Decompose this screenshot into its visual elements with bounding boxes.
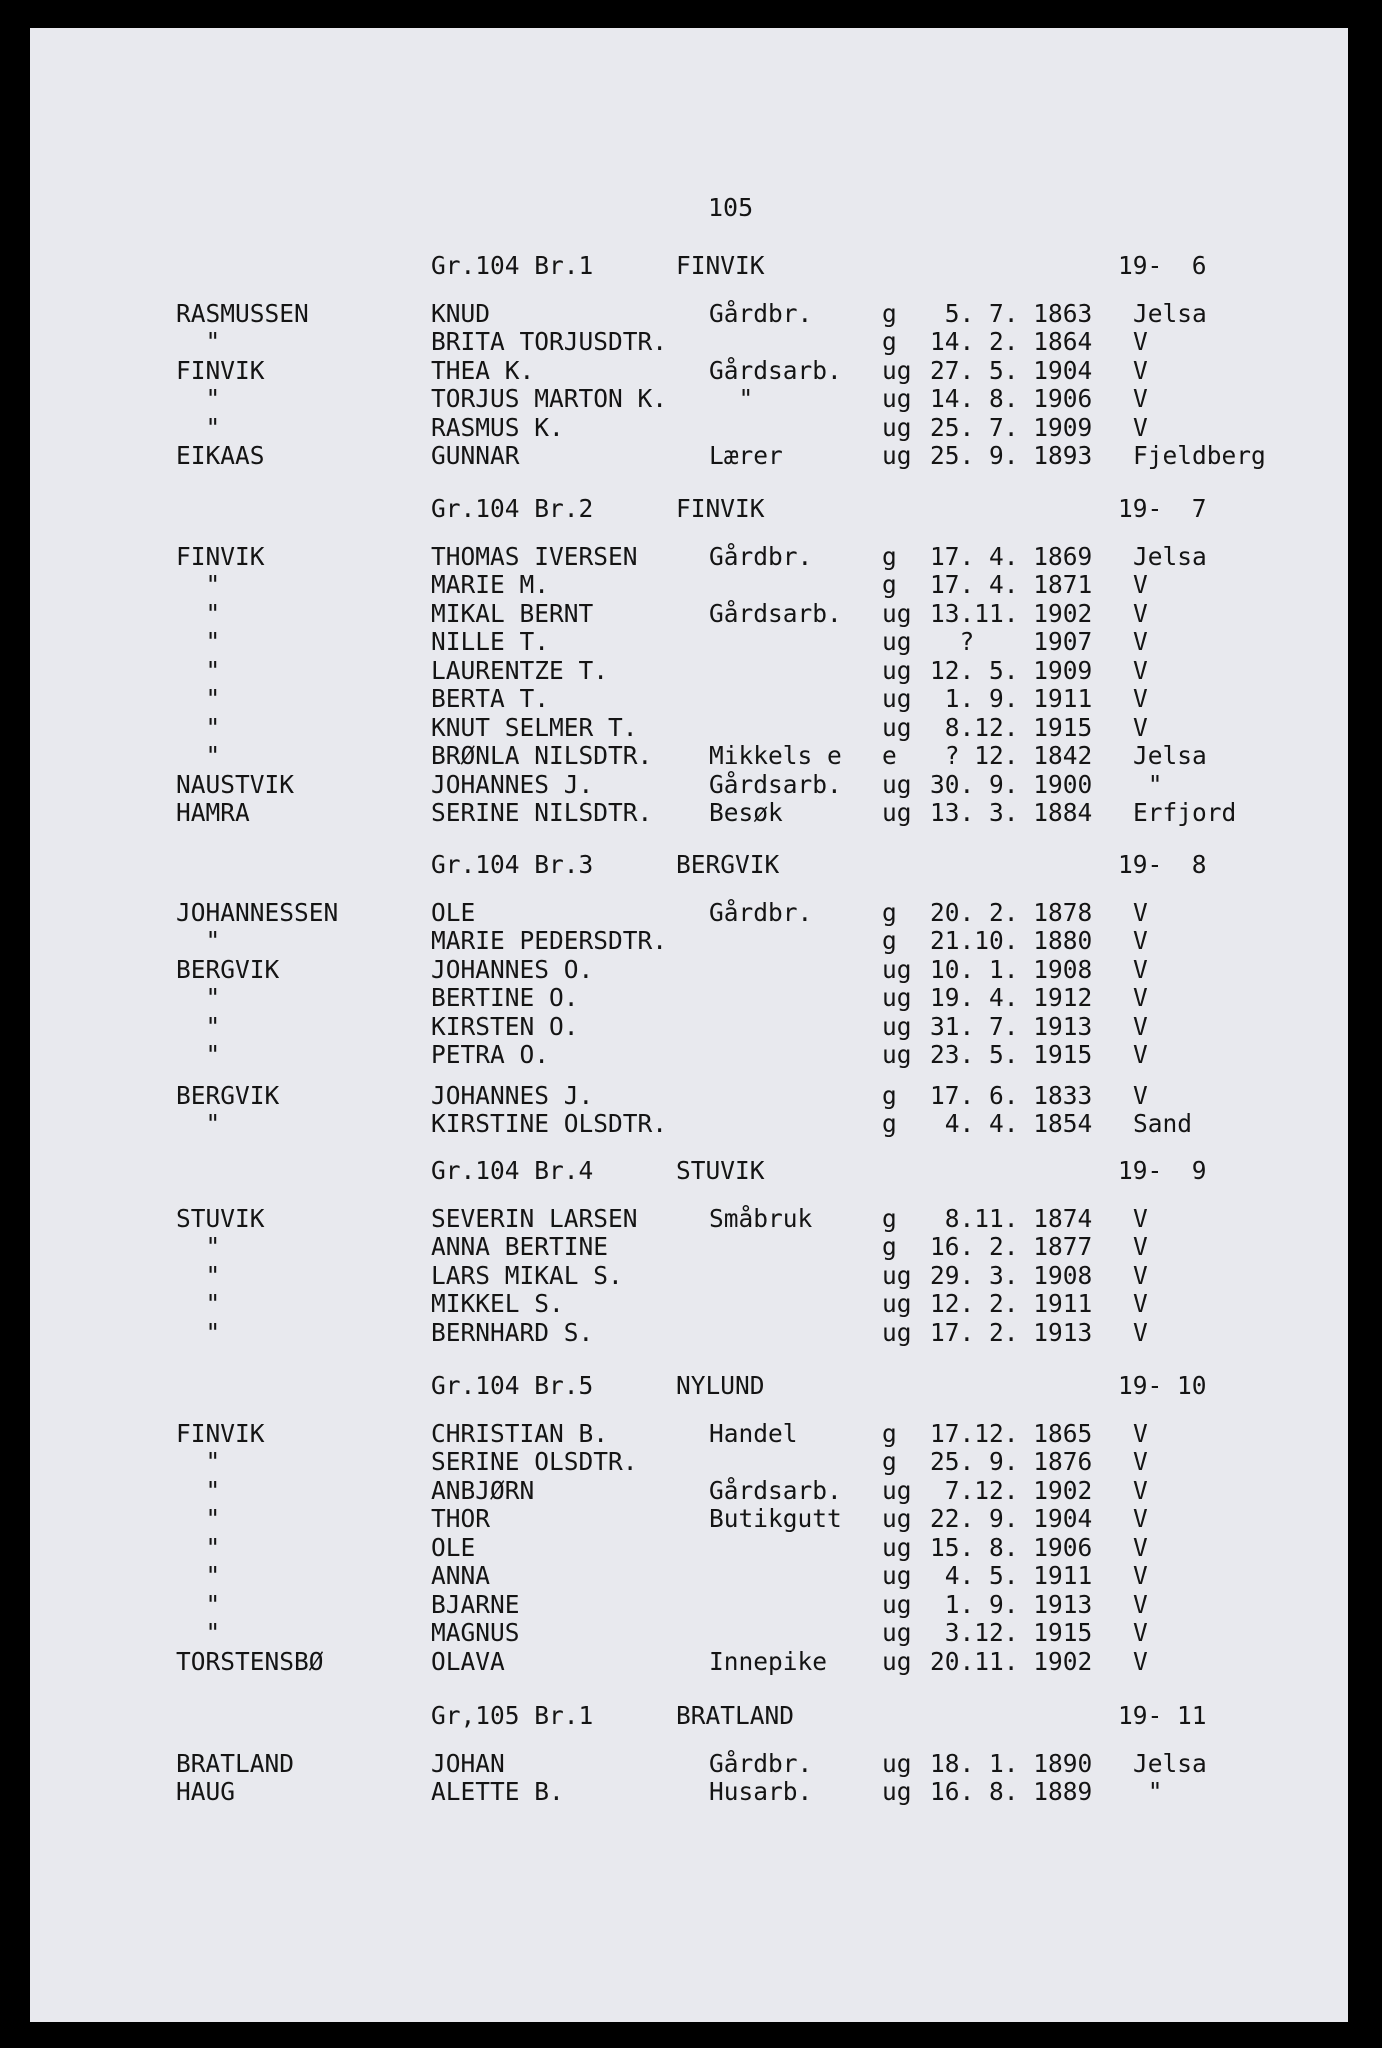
- surname: BERGVIK: [176, 1080, 280, 1110]
- marital-status: ug: [882, 712, 912, 742]
- occupation: Gårdsarb.: [709, 355, 842, 385]
- birth-date: 20. 2. 1878: [930, 897, 1093, 927]
- birth-date: 7.12. 1902: [930, 1475, 1093, 1505]
- birthplace: V: [1133, 327, 1148, 356]
- birthplace: V: [1133, 1040, 1148, 1069]
- record-code: 19- 7: [1118, 494, 1207, 523]
- surname: ": [176, 1447, 221, 1476]
- birthplace: Jelsa: [1133, 741, 1207, 770]
- surname: ": [176, 1589, 221, 1619]
- marital-status: ug: [882, 769, 912, 799]
- marital-status: g: [882, 1418, 897, 1448]
- given-name: OLE: [431, 1532, 476, 1562]
- person-row: [0, 1420, 1382, 1449]
- person-row: [0, 1477, 1382, 1506]
- occupation: Gårdbr.: [709, 897, 813, 927]
- birthplace: Jelsa: [1133, 541, 1207, 571]
- birth-date: 17. 4. 1869: [930, 541, 1093, 571]
- birthplace: V: [1133, 1418, 1148, 1448]
- birthplace: V: [1133, 655, 1148, 685]
- occupation: Gårdbr.: [709, 298, 813, 328]
- marital-status: g: [882, 897, 897, 927]
- person-row: [0, 1619, 1382, 1648]
- occupation: Handel: [709, 1418, 798, 1448]
- birthplace: V: [1133, 712, 1148, 742]
- surname: ": [176, 1532, 221, 1562]
- occupation: Mikkels e: [709, 741, 842, 770]
- birth-date: 13. 3. 1884: [930, 798, 1093, 827]
- farm-number: Gr.104 Br.5: [431, 1371, 594, 1400]
- given-name: SERINE NILSDTR.: [431, 798, 653, 827]
- surname: JOHANNESSEN: [176, 897, 339, 927]
- occupation: Gårdsarb.: [709, 769, 842, 799]
- marital-status: ug: [882, 1317, 912, 1347]
- person-row: [0, 1505, 1382, 1534]
- person-row: [0, 414, 1382, 443]
- birthplace: V: [1133, 1618, 1148, 1647]
- given-name: SERINE OLSDTR.: [431, 1447, 638, 1476]
- surname: ": [176, 1289, 221, 1318]
- person-row: [0, 657, 1382, 686]
- marital-status: ug: [882, 1748, 912, 1778]
- marital-status: ug: [882, 1618, 912, 1647]
- birth-date: 25. 9. 1893: [930, 441, 1093, 470]
- birthplace: V: [1133, 1317, 1148, 1347]
- given-name: KIRSTEN O.: [431, 1011, 579, 1041]
- marital-status: ug: [882, 655, 912, 685]
- marital-status: ug: [882, 1646, 912, 1676]
- person-row: [0, 1233, 1382, 1262]
- surname: ": [176, 412, 221, 442]
- birth-date: 8.11. 1874: [930, 1203, 1093, 1233]
- birthplace: ": [1133, 769, 1163, 799]
- person-row: [0, 1534, 1382, 1563]
- surname: ": [176, 1561, 221, 1590]
- birthplace: V: [1133, 598, 1148, 628]
- person-row: [0, 1290, 1382, 1319]
- marital-status: ug: [882, 441, 912, 470]
- person-row: [0, 571, 1382, 600]
- surname: ": [176, 1040, 221, 1069]
- occupation: ": [709, 384, 754, 413]
- farm-number: Gr.104 Br.3: [431, 850, 594, 879]
- occupation: Småbruk: [709, 1203, 813, 1233]
- person-row: [0, 1778, 1382, 1807]
- surname: ": [176, 1260, 221, 1290]
- surname: BERGVIK: [176, 954, 280, 984]
- marital-status: ug: [882, 355, 912, 385]
- given-name: KNUD: [431, 298, 491, 328]
- household-section: [0, 1702, 1382, 1807]
- given-name: JOHAN: [431, 1748, 505, 1778]
- surname: TORSTENSBØ: [176, 1646, 324, 1676]
- farm-number: Gr.104 Br.4: [431, 1156, 594, 1185]
- section-header: [0, 1702, 1382, 1731]
- household-section: [0, 252, 1382, 471]
- birth-date: 31. 7. 1913: [930, 1011, 1093, 1041]
- person-row: [0, 600, 1382, 629]
- birth-date: 16. 2. 1877: [930, 1232, 1093, 1261]
- surname: RASMUSSEN: [176, 298, 309, 328]
- household-section: [0, 851, 1382, 1139]
- birthplace: Erfjord: [1133, 798, 1237, 827]
- marital-status: g: [882, 926, 897, 955]
- birthplace: V: [1133, 1289, 1148, 1318]
- birth-date: 23. 5. 1915: [930, 1040, 1093, 1069]
- marital-status: ug: [882, 684, 912, 713]
- marital-status: ug: [882, 1260, 912, 1290]
- birth-date: 27. 5. 1904: [930, 355, 1093, 385]
- household-section: [0, 1372, 1382, 1676]
- marital-status: ug: [882, 1532, 912, 1562]
- farm-number: Gr.104 Br.2: [431, 494, 594, 523]
- birthplace: V: [1133, 355, 1148, 385]
- birthplace: V: [1133, 1561, 1148, 1590]
- birth-date: 13.11. 1902: [930, 598, 1093, 628]
- given-name: MARIE M.: [431, 570, 550, 599]
- person-row: [0, 742, 1382, 771]
- household-section: [0, 1157, 1382, 1347]
- person-row: [0, 685, 1382, 714]
- birthplace: V: [1133, 412, 1148, 442]
- marital-status: g: [882, 327, 897, 356]
- record-code: 19- 11: [1118, 1701, 1207, 1730]
- marital-status: g: [882, 541, 897, 571]
- birth-date: 25. 9. 1876: [930, 1447, 1093, 1476]
- given-name: THEA K.: [431, 355, 535, 385]
- person-row: [0, 1041, 1382, 1070]
- given-name: JOHANNES O.: [431, 954, 594, 984]
- birthplace: V: [1133, 1080, 1148, 1110]
- marital-status: ug: [882, 983, 912, 1012]
- marital-status: ug: [882, 1589, 912, 1619]
- marital-status: ug: [882, 384, 912, 413]
- place-name: BERGVIK: [676, 850, 780, 879]
- birthplace: V: [1133, 627, 1148, 656]
- birth-date: 10. 1. 1908: [930, 954, 1093, 984]
- birth-date: 17. 2. 1913: [930, 1317, 1093, 1347]
- birth-date: 22. 9. 1904: [930, 1504, 1093, 1533]
- section-header: [0, 1372, 1382, 1401]
- marital-status: ug: [882, 412, 912, 442]
- surname: FINVIK: [176, 1418, 265, 1448]
- given-name: THOR: [431, 1504, 491, 1533]
- birth-date: 4. 4. 1854: [930, 1109, 1093, 1138]
- given-name: BERTINE O.: [431, 983, 579, 1012]
- marital-status: e: [882, 741, 897, 770]
- given-name: MIKAL BERNT: [431, 598, 594, 628]
- surname: ": [176, 926, 221, 955]
- household-section: [0, 495, 1382, 828]
- surname: ": [176, 684, 221, 713]
- person-row: [0, 1110, 1382, 1139]
- surname: ": [176, 570, 221, 599]
- surname: EIKAAS: [176, 441, 265, 470]
- surname: ": [176, 1109, 221, 1138]
- given-name: PETRA O.: [431, 1040, 550, 1069]
- marital-status: g: [882, 1232, 897, 1261]
- given-name: BERTA T.: [431, 684, 550, 713]
- marital-status: ug: [882, 1289, 912, 1318]
- birthplace: V: [1133, 570, 1148, 599]
- birth-date: 25. 7. 1909: [930, 412, 1093, 442]
- given-name: KNUT SELMER T.: [431, 712, 638, 742]
- marital-status: g: [882, 570, 897, 599]
- person-row: [0, 300, 1382, 329]
- marital-status: ug: [882, 954, 912, 984]
- section-header: [0, 1157, 1382, 1186]
- surname: ": [176, 1317, 221, 1347]
- surname: BRATLAND: [176, 1748, 295, 1778]
- person-row: [0, 628, 1382, 657]
- given-name: BJARNE: [431, 1589, 520, 1619]
- surname: HAUG: [176, 1777, 236, 1806]
- occupation: Gårdsarb.: [709, 598, 842, 628]
- birth-date: 4. 5. 1911: [930, 1561, 1093, 1590]
- section-header: [0, 851, 1382, 880]
- record-code: 19- 6: [1118, 251, 1207, 280]
- birth-date: 12. 2. 1911: [930, 1289, 1093, 1318]
- birthplace: Sand: [1133, 1109, 1193, 1138]
- given-name: THOMAS IVERSEN: [431, 541, 638, 571]
- birthplace: V: [1133, 1232, 1148, 1261]
- surname: ": [176, 1504, 221, 1533]
- farm-number: Gr.104 Br.1: [431, 251, 594, 280]
- given-name: OLAVA: [431, 1646, 505, 1676]
- surname: HAMRA: [176, 798, 250, 827]
- person-row: [0, 1591, 1382, 1620]
- birthplace: Jelsa: [1133, 298, 1207, 328]
- occupation: Lærer: [709, 441, 783, 470]
- place-name: BRATLAND: [676, 1701, 795, 1730]
- given-name: SEVERIN LARSEN: [431, 1203, 638, 1233]
- page-number: 105: [708, 193, 754, 222]
- place-name: STUVIK: [676, 1156, 765, 1185]
- birth-date: 20.11. 1902: [930, 1646, 1093, 1676]
- given-name: MIKKEL S.: [431, 1289, 564, 1318]
- birth-date: ? 12. 1842: [930, 741, 1093, 770]
- birth-date: 18. 1. 1890: [930, 1748, 1093, 1778]
- given-name: GUNNAR: [431, 441, 520, 470]
- birthplace: V: [1133, 983, 1148, 1012]
- birthplace: Fjeldberg: [1133, 441, 1266, 470]
- given-name: CHRISTIAN B.: [431, 1418, 609, 1448]
- surname: ": [176, 598, 221, 628]
- person-row: [0, 771, 1382, 800]
- occupation: Besøk: [709, 798, 783, 827]
- birthplace: V: [1133, 954, 1148, 984]
- surname: ": [176, 1618, 221, 1647]
- birth-date: 1. 9. 1911: [930, 684, 1093, 713]
- birthplace: V: [1133, 1646, 1148, 1676]
- farm-number: Gr,105 Br.1: [431, 1701, 594, 1730]
- surname: ": [176, 384, 221, 413]
- birthplace: Jelsa: [1133, 1748, 1207, 1778]
- birth-date: 8.12. 1915: [930, 712, 1093, 742]
- birth-date: 5. 7. 1863: [930, 298, 1093, 328]
- surname: ": [176, 655, 221, 685]
- birthplace: V: [1133, 926, 1148, 955]
- marital-status: g: [882, 1203, 897, 1233]
- birthplace: V: [1133, 1532, 1148, 1562]
- record-code: 19- 8: [1118, 850, 1207, 879]
- person-row: [0, 1082, 1382, 1111]
- person-row: [0, 1013, 1382, 1042]
- given-name: MAGNUS: [431, 1618, 520, 1647]
- surname: FINVIK: [176, 355, 265, 385]
- birth-date: 29. 3. 1908: [930, 1260, 1093, 1290]
- given-name: BRITA TORJUSDTR.: [431, 327, 668, 356]
- birthplace: V: [1133, 1504, 1148, 1533]
- marital-status: ug: [882, 1475, 912, 1505]
- person-row: [0, 1562, 1382, 1591]
- given-name: ANNA BERTINE: [431, 1232, 609, 1261]
- birth-date: 12. 5. 1909: [930, 655, 1093, 685]
- birth-date: 17. 6. 1833: [930, 1080, 1093, 1110]
- surname: FINVIK: [176, 541, 265, 571]
- marital-status: ug: [882, 798, 912, 827]
- person-row: [0, 1319, 1382, 1348]
- given-name: ANNA: [431, 1561, 491, 1590]
- birth-date: 14. 8. 1906: [930, 384, 1093, 413]
- birth-date: 17.12. 1865: [930, 1418, 1093, 1448]
- birthplace: V: [1133, 897, 1148, 927]
- birthplace: V: [1133, 684, 1148, 713]
- marital-status: ug: [882, 1504, 912, 1533]
- birth-date: 1. 9. 1913: [930, 1589, 1093, 1619]
- birthplace: V: [1133, 1011, 1148, 1041]
- given-name: LARS MIKAL S.: [431, 1260, 623, 1290]
- birth-date: 30. 9. 1900: [930, 769, 1093, 799]
- person-row: [0, 1205, 1382, 1234]
- person-row: [0, 927, 1382, 956]
- birth-date: 17. 4. 1871: [930, 570, 1093, 599]
- surname: NAUSTVIK: [176, 769, 295, 799]
- section-header: [0, 252, 1382, 281]
- surname: ": [176, 1475, 221, 1505]
- occupation: Gårdsarb.: [709, 1475, 842, 1505]
- place-name: FINVIK: [676, 494, 765, 523]
- surname: STUVIK: [176, 1203, 265, 1233]
- surname: ": [176, 327, 221, 356]
- marital-status: g: [882, 1447, 897, 1476]
- given-name: ALETTE B.: [431, 1777, 564, 1806]
- person-row: [0, 357, 1382, 386]
- occupation: Gårdbr.: [709, 1748, 813, 1778]
- surname: ": [176, 983, 221, 1012]
- person-row: [0, 799, 1382, 828]
- marital-status: ug: [882, 598, 912, 628]
- occupation: Innepike: [709, 1646, 828, 1676]
- birth-date: 19. 4. 1912: [930, 983, 1093, 1012]
- person-row: [0, 328, 1382, 357]
- surname: ": [176, 712, 221, 742]
- given-name: KIRSTINE OLSDTR.: [431, 1109, 668, 1138]
- given-name: BRØNLA NILSDTR.: [431, 741, 653, 770]
- section-header: [0, 495, 1382, 524]
- person-row: [0, 385, 1382, 414]
- given-name: JOHANNES J.: [431, 1080, 594, 1110]
- given-name: MARIE PEDERSDTR.: [431, 926, 668, 955]
- marital-status: ug: [882, 627, 912, 656]
- person-row: [0, 1448, 1382, 1477]
- person-row: [0, 1262, 1382, 1291]
- marital-status: ug: [882, 1777, 912, 1806]
- birth-date: 14. 2. 1864: [930, 327, 1093, 356]
- birthplace: V: [1133, 1447, 1148, 1476]
- surname: ": [176, 1232, 221, 1261]
- person-row: [0, 984, 1382, 1013]
- given-name: LAURENTZE T.: [431, 655, 609, 685]
- birth-date: 21.10. 1880: [930, 926, 1093, 955]
- place-name: FINVIK: [676, 251, 765, 280]
- surname: ": [176, 1011, 221, 1041]
- birthplace: V: [1133, 1260, 1148, 1290]
- marital-status: ug: [882, 1561, 912, 1590]
- person-row: [0, 956, 1382, 985]
- birthplace: ": [1133, 1777, 1163, 1806]
- given-name: TORJUS MARTON K.: [431, 384, 668, 413]
- birthplace: V: [1133, 1475, 1148, 1505]
- given-name: OLE: [431, 897, 476, 927]
- birthplace: V: [1133, 1203, 1148, 1233]
- record-code: 19- 9: [1118, 1156, 1207, 1185]
- birthplace: V: [1133, 1589, 1148, 1619]
- occupation: Gårdbr.: [709, 541, 813, 571]
- birth-date: ? 1907: [930, 627, 1093, 656]
- occupation: Husarb.: [709, 1777, 813, 1806]
- birthplace: V: [1133, 384, 1148, 413]
- person-row: [0, 1648, 1382, 1677]
- marital-status: ug: [882, 1011, 912, 1041]
- marital-status: ug: [882, 1040, 912, 1069]
- given-name: RASMUS K.: [431, 412, 564, 442]
- record-code: 19- 10: [1118, 1371, 1207, 1400]
- birth-date: 3.12. 1915: [930, 1618, 1093, 1647]
- marital-status: g: [882, 298, 897, 328]
- marital-status: g: [882, 1080, 897, 1110]
- person-row: [0, 899, 1382, 928]
- person-row: [0, 714, 1382, 743]
- person-row: [0, 1750, 1382, 1779]
- given-name: NILLE T.: [431, 627, 550, 656]
- given-name: ANBJØRN: [431, 1475, 535, 1505]
- place-name: NYLUND: [676, 1371, 765, 1400]
- given-name: JOHANNES J.: [431, 769, 594, 799]
- birth-date: 15. 8. 1906: [930, 1532, 1093, 1562]
- surname: ": [176, 627, 221, 656]
- marital-status: g: [882, 1109, 897, 1138]
- birth-date: 16. 8. 1889: [930, 1777, 1093, 1806]
- occupation: Butikgutt: [709, 1504, 842, 1533]
- surname: ": [176, 741, 221, 770]
- person-row: [0, 442, 1382, 471]
- person-row: [0, 543, 1382, 572]
- given-name: BERNHARD S.: [431, 1317, 594, 1347]
